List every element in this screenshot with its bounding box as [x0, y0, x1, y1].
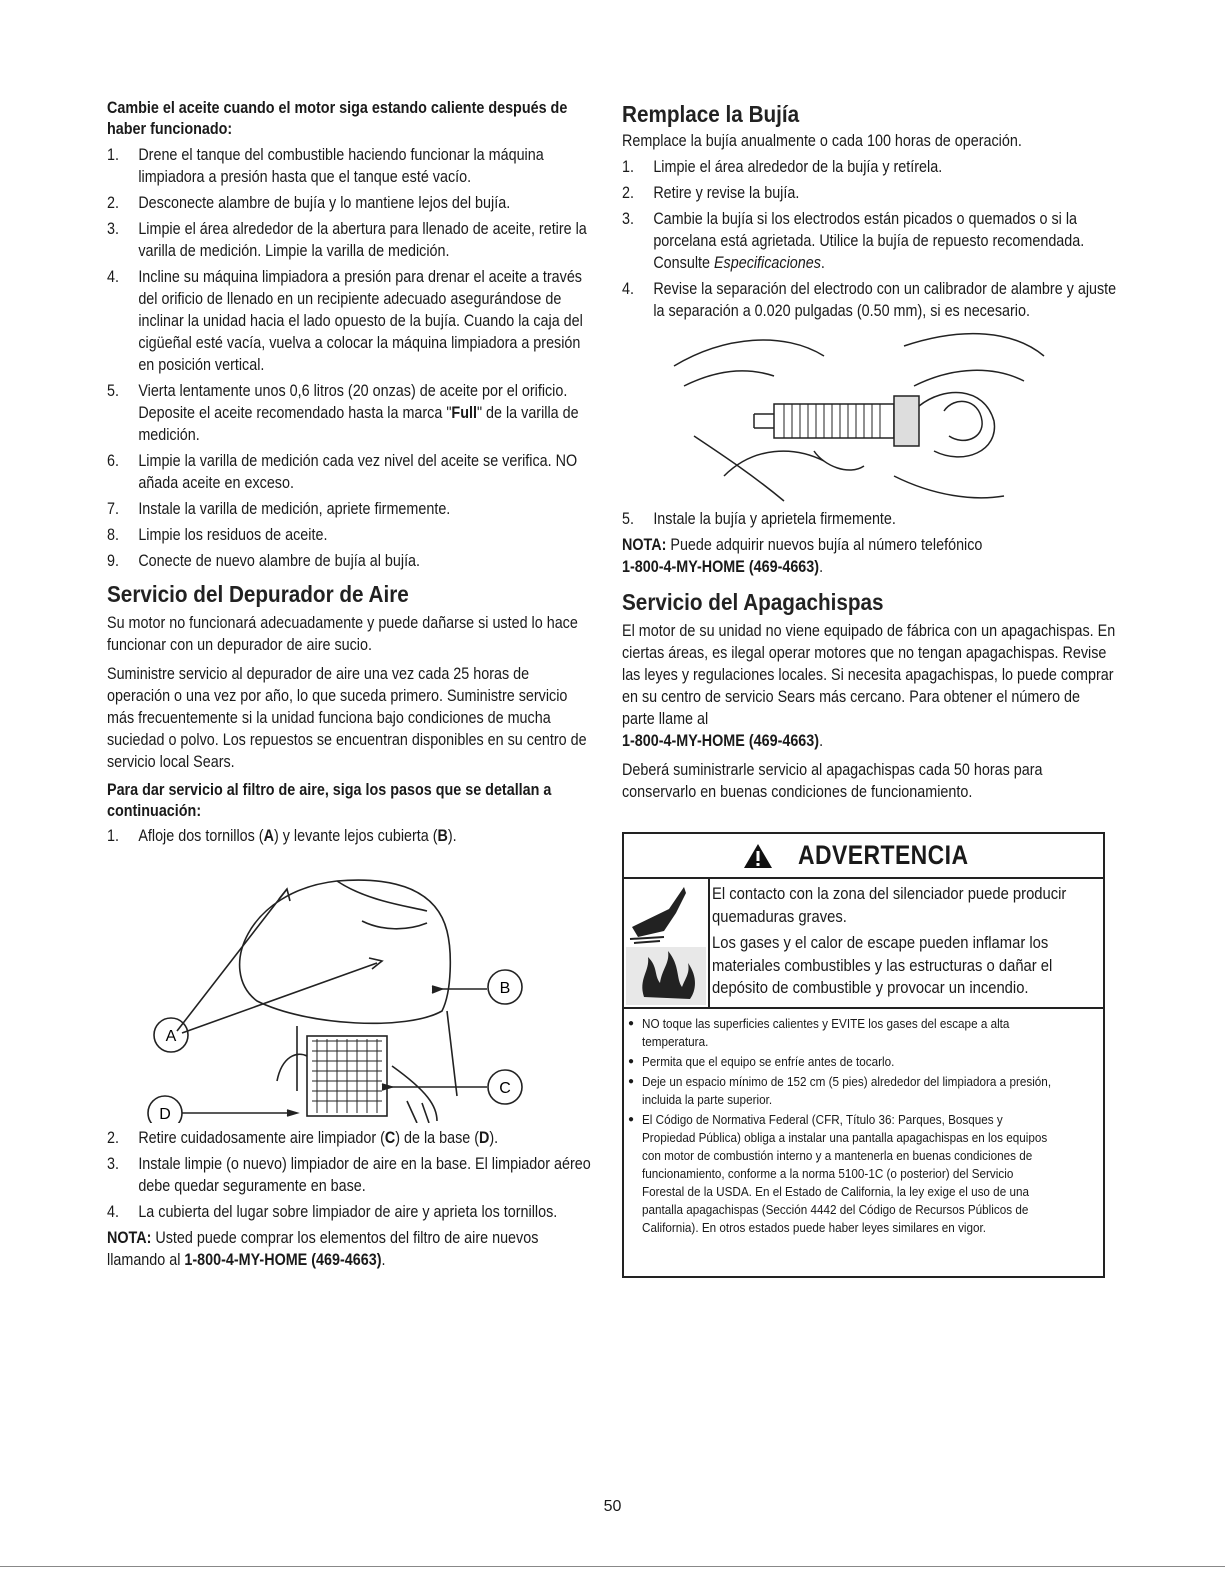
warning-message-1: El contacto con la zona del silenciador puede producir quemaduras graves.: [712, 884, 1067, 926]
left-column: [107, 98, 591, 1278]
air-paragraph-2: Suministre servicio al depurador de aire una vez cada 25 horas de operación o una vez por año, lo que suceda primero. Suministre servicio más frecuentemente si la unidad funciona bajo condiciones de mucha suciedad o polvo. Los repuestos se encuentran disponibles en su centro de servicio local Sears.: [107, 665, 587, 771]
page-number: 50: [603, 1498, 622, 1515]
list-item: ● NO toque las superficies calientes y EVITE los gases del escape a alta temperatura.: [628, 1016, 1010, 1049]
air-cleaner-figure: [107, 851, 591, 1123]
warning-bullets: [624, 1009, 1103, 1237]
list-item: 2. Retire cuidadosamente aire limpiador (C) de la base (D).: [107, 1129, 499, 1147]
list-item: 2. Retire y revise la bujía.: [622, 184, 800, 202]
list-item: 5. Instale la bujía y aprietela firmemente.: [622, 510, 896, 528]
figure-label-d: D: [159, 1106, 171, 1123]
list-item: 3. Cambie la bujía si los electrodos están picados o quemados o si la porcelana está agrietada. Utilice la bujía de repuesto recomendada. Consulte Especificaciones.: [622, 210, 1085, 272]
right-column: [622, 98, 1116, 810]
warning-title: ADVERTENCIA: [798, 840, 969, 870]
air-paragraph-1: Su motor no funcionará adecuadamente y puede dañarse si usted lo hace funcionar con un depurador de aire sucio.: [107, 614, 578, 654]
spark-plug-figure: [664, 326, 1116, 506]
warning-triangle-icon: [743, 843, 773, 869]
oil-steps-list: [107, 144, 591, 572]
list-item: ● El Código de Normativa Federal (CFR, Título 36: Parques, Bosques y Propiedad Pública) obliga a instalar una pantalla apagachispas en los equipos con motor de combustión interno y a mantenerla en buenas condiciones de funcionamiento, conforme a la norma 5100-1C (o posterior) del Servicio Forestal de la USDA. En el Estado de California, la ley exige el uso de una pantalla apagachispas (Sección 4442 del Código de Recursos Públicos de California). En otros estados puede haber leyes similares en vigor.: [628, 1112, 1048, 1235]
list-item: 4. Incline su máquina limpiadora a presión para drenar el aceite a través del orificio de llenado en un recipiente adecuado asegurándose de inclinar la unidad hacia el lado opuesto de la bujía. Cuando la caja del cigüeñal esté vacía, vuelva a colocar la máquina limpiadora a presión en posición vertical.: [107, 268, 583, 374]
list-item: 1. Drene el tanque del combustible haciendo funcionar la máquina limpiadora a presión hasta que el tanque esté vacío.: [107, 146, 544, 186]
list-item: 3. Limpie el área alrededor de la abertura para llenado de aceite, retire la varilla de medición. Limpie la varilla de medición.: [107, 220, 587, 260]
warning-message-2: Los gases y el calor de escape pueden inflamar los materiales combustibles y las estructuras o dañar el depósito de combustible y provocar un incendio.: [712, 933, 1053, 997]
list-item: 9. Conecte de nuevo alambre de bujía al bujía.: [107, 552, 421, 570]
list-item: ● Deje un espacio mínimo de 152 cm (5 pies) alrededor del limpiadora a presión, incluida la parte superior.: [628, 1074, 1052, 1107]
spark-arrester-heading: Servicio del Apagachispas: [622, 589, 884, 615]
warning-hazard-row: [624, 879, 1103, 1009]
hot-surface-icon: [624, 879, 708, 1007]
plug-note: NOTA: Puede adquirir nuevos bujía al número telefónico 1-800-4-MY-HOME (469-4663).: [622, 536, 983, 576]
list-item: 5. Vierta lentamente unos 0,6 litros (20 onzas) de aceite por el orificio. Deposite el aceite recomendado hasta la marca "Full" de la varilla de medición.: [107, 382, 579, 444]
spark-plug-heading: Remplace la Bujía: [622, 101, 800, 127]
list-item: 7. Instale la varilla de medición, apriete firmemente.: [107, 500, 451, 518]
list-item: 2. Desconecte alambre de bujía y lo mantiene lejos del bujía.: [107, 194, 511, 212]
air-bold-instruction: Para dar servicio al filtro de aire, siga los pasos que se detallan a continuación:: [107, 781, 552, 820]
phone-number: 1-800-4-MY-HOME (469-4663): [622, 732, 820, 750]
phone-number: 1-800-4-MY-HOME (469-4663): [184, 1251, 382, 1269]
figure-label-a: A: [165, 1028, 177, 1045]
list-item: 8. Limpie los residuos de aceite.: [107, 526, 328, 544]
footer-divider: [0, 1566, 1225, 1567]
spark-paragraph-1: El motor de su unidad no viene equipado de fábrica con un apagachispas. En ciertas áreas, es ilegal operar motores que no tengan apagachispas. Revise las leyes y regulaciones locales. Si necesita apagachispas, lo puede comprar en su centro de servicio Sears más cercano. Para obtener el número de parte llame al 1-800-4-MY-HOME (469-4663).: [622, 622, 1116, 750]
spark-plug-illustration: [664, 326, 1064, 506]
oil-change-intro: Cambie el aceite cuando el motor siga estando caliente después de haber funcionado:: [107, 99, 568, 138]
spark-paragraph-2: Deberá suministrarle servicio al apagachispas cada 50 horas para conservarlo en buenas condiciones de funcionamiento.: [622, 761, 1043, 801]
list-item: 1. Limpie el área alrededor de la bujía y retírela.: [622, 158, 943, 176]
warning-box: [622, 832, 1105, 1278]
list-item: 6. Limpie la varilla de medición cada vez nivel del aceite se verifica. NO añada aceite en exceso.: [107, 452, 578, 492]
list-item: 4. Revise la separación del electrodo con un calibrador de alambre y ajuste la separación a 0.020 pulgadas (0.50 mm), si es necesario.: [622, 280, 1117, 320]
hazard-icons: [624, 879, 710, 1007]
list-item: 4. La cubierta del lugar sobre limpiador de aire y aprieta los tornillos.: [107, 1203, 558, 1221]
list-item: 1. Afloje dos tornillos (A) y levante lejos cubierta (B).: [107, 827, 457, 845]
warning-header: [624, 834, 1103, 879]
plug-intro: Remplace la bujía anualmente o cada 100 horas de operación.: [622, 132, 1022, 150]
air-cleaner-heading: Servicio del Depurador de Aire: [107, 581, 409, 607]
figure-label-b: B: [499, 980, 511, 997]
list-item: 3. Instale limpie (o nuevo) limpiador de aire en la base. El limpiador aéreo debe quedar seguramente en base.: [107, 1155, 591, 1195]
list-item: ● Permita que el equipo se enfríe antes de tocarlo.: [628, 1054, 895, 1069]
air-note: NOTA: Usted puede comprar los elementos del filtro de aire nuevos llamando al 1-800-4-MY-HOME (469-4663).: [107, 1229, 539, 1269]
phone-number: 1-800-4-MY-HOME (469-4663): [622, 558, 820, 576]
air-cleaner-illustration: [107, 851, 547, 1123]
figure-label-c: C: [499, 1080, 511, 1097]
